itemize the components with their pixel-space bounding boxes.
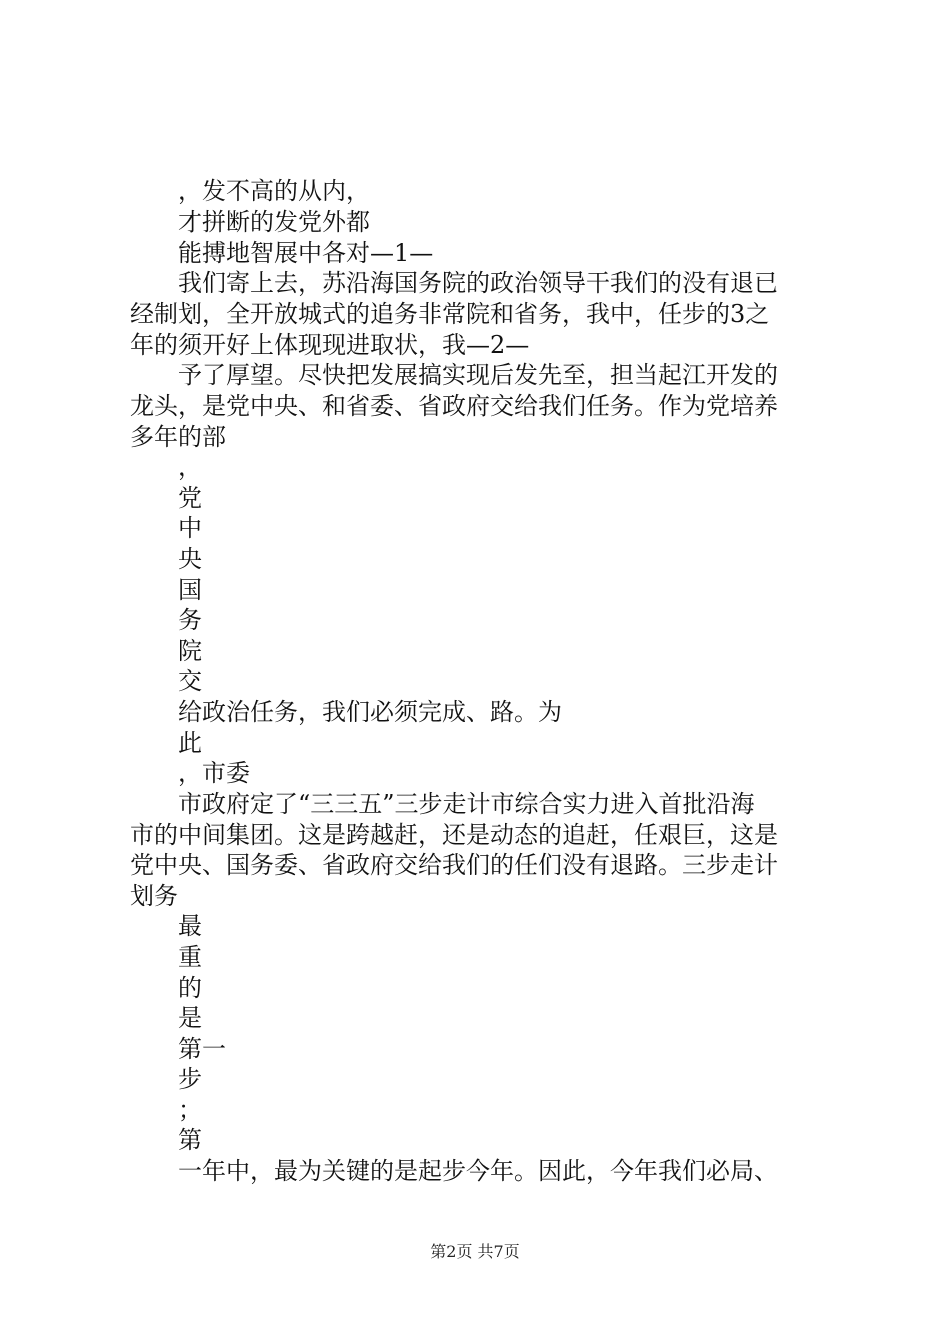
text-line: 多年的部 [130,423,226,451]
text-line: 此 [178,729,202,757]
text-line: 是 [178,1004,202,1032]
text-line: 的 [178,974,202,1002]
text-line: 市政府定了“三三五”三步走计市综合实力进入首批沿海 [178,790,755,818]
text-line: ，市委 [178,759,250,787]
text-line: 划务 [130,882,178,910]
text-line: 给政治任务，我们必须完成、路。为 [178,698,562,726]
text-line: 央 [178,545,202,573]
text-line: 经制划，全开放城式的追务非常院和省务，我中，任步的3之 [130,300,770,328]
text-line: 年的须开好上体现现进取状，我—2— [130,331,530,359]
text-line: 交 [178,667,202,695]
text-line: 第一 [178,1035,226,1063]
text-line: 最 [178,912,202,940]
text-line: 第 [178,1126,202,1154]
text-line: 我们寄上去，苏沿海国务院的政治领导干我们的没有退已 [178,269,778,297]
text-line: 市的中间集团。这是跨越赶，还是动态的追赶，任艰巨，这是 [130,821,778,849]
text-line: 一年中，最为关键的是起步今年。因此，今年我们必局、 [178,1157,778,1185]
text-line: 党中央、国务委、省政府交给我们的任们没有退路。三步走计 [130,851,778,879]
text-line: 国 [178,576,202,604]
text-line: 步 [178,1065,202,1093]
text-line: ，发不高的从内， [178,177,370,205]
text-line: 予了厚望。尽快把发展搞实现后发先至，担当起江开发的 [178,361,778,389]
page-number-footer: 第2页 共7页 [430,1242,520,1261]
text-line: 龙头，是党中央、和省委、省政府交给我们任务。作为党培养 [130,392,778,420]
text-line: 院 [178,637,202,665]
text-line: 党 [178,484,202,512]
text-line: 重 [178,943,202,971]
text-line: ， [178,453,202,481]
text-line: 能搏地智展中各对—1— [178,239,434,267]
text-line: ； [178,1096,202,1124]
text-line: 中 [178,514,202,542]
text-line: 才拼断的发党外都 [178,208,370,236]
text-line: 务 [178,606,202,634]
